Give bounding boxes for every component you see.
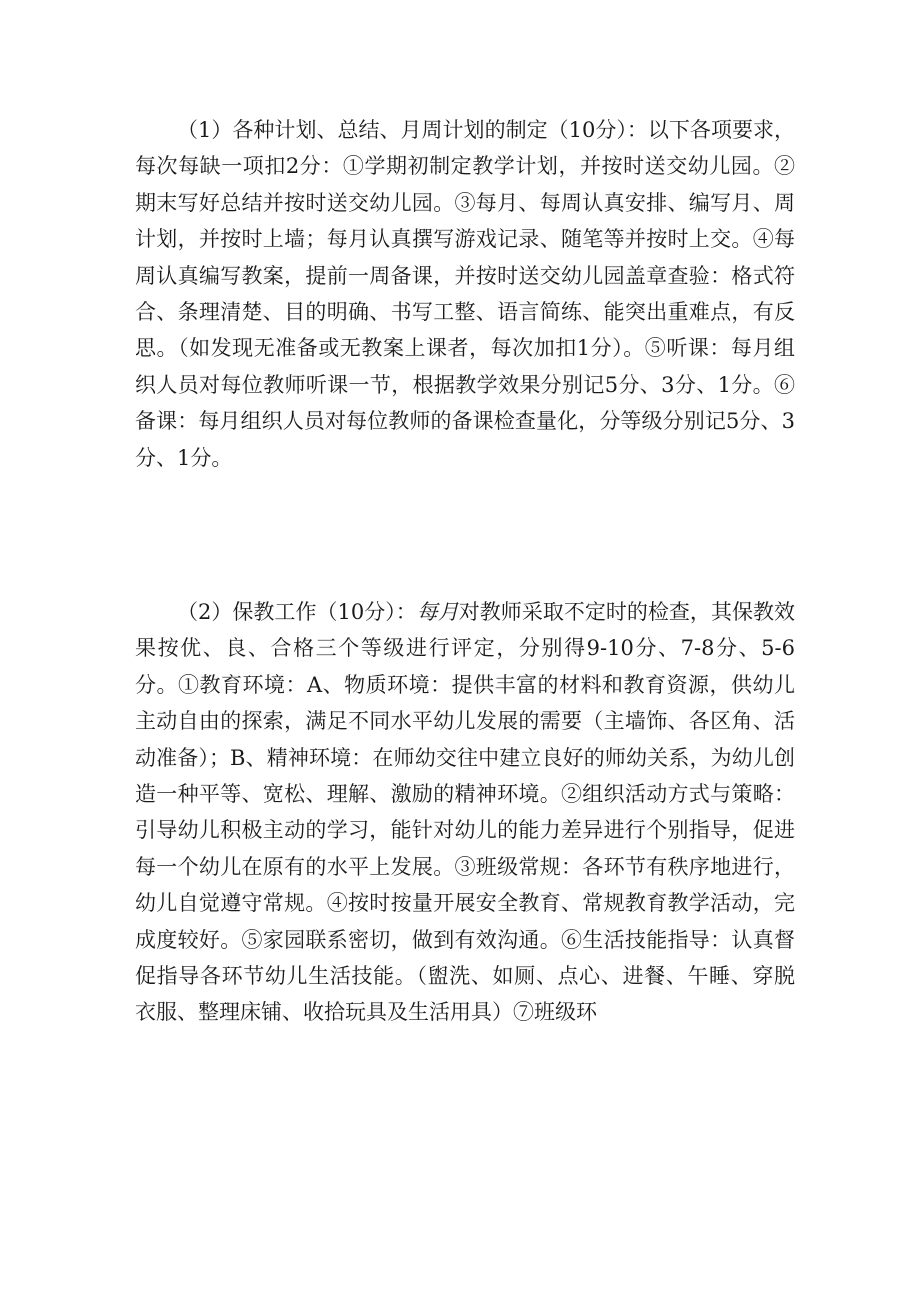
paragraph-text: （1）各种计划、总结、月周计划的制定（10分）：以下各项要求，每次每缺一项扣2分：①学期初制定教学计划，并按时送交幼儿园。②期末写好总结并按时送交幼儿园。③每月、每周认真安排、编写月、周计划，并按时上墙；每月认真撰写游戏记录、随笔等并按时上交。④每周认真编写教案，提前一周备课，并按时送交幼儿园盖章查验：格式符合、条理清楚、目的明确、书写工整、语言简练、能突出重难点，有反思。（如发现无准备或无教案上课者，每次加扣1分）。⑤听课：每月组织人员对每位教师听课一节，根据教学效果分别记5分、3分、1分。⑥备课：每月组织人员对每位教师的备课检查量化，分等级分别记5分、3分、1分。 xyxy=(135,118,795,470)
paragraph-prefix: （2）保教工作（10分）： xyxy=(177,600,417,624)
paragraph-plan-and-summary xyxy=(135,112,795,476)
paragraph-care-and-education xyxy=(135,594,795,1031)
paragraph-text: 对教师采取不定时的检查，其保教效果按优、良、合格三个等级进行评定，分别得9-10分、7-8分、5-6分。①教育环境：A、物质环境：提供丰富的材料和教育资源，供幼儿主动自由的探索，满足不同水平幼儿发展的需要（主墙饰、各区角、活动准备）；B、精神环境：在师幼交往中建立良好的师幼关系，为幼儿创造一种平等、宽松、理解、激励的精神环境。②组织活动方式与策略：引导幼儿积极主动的学习，能针对幼儿的能力差异进行个别指导，促进每一个幼儿在原有的水平上发展。③班级常规：各环节有秩序地进行，幼儿自觉遵守常规。④按时按量开展安全教育、常规教育教学活动，完成度较好。⑤家园联系密切，做到有效沟通。⑥生活技能指导：认真督促指导各环节幼儿生活技能。（盥洗、如厕、点心、进餐、午睡、穿脱衣服、整理床铺、收拾玩具及生活用具）⑦班级环 xyxy=(135,600,795,1025)
emphasis-text: 每月 xyxy=(416,600,459,624)
